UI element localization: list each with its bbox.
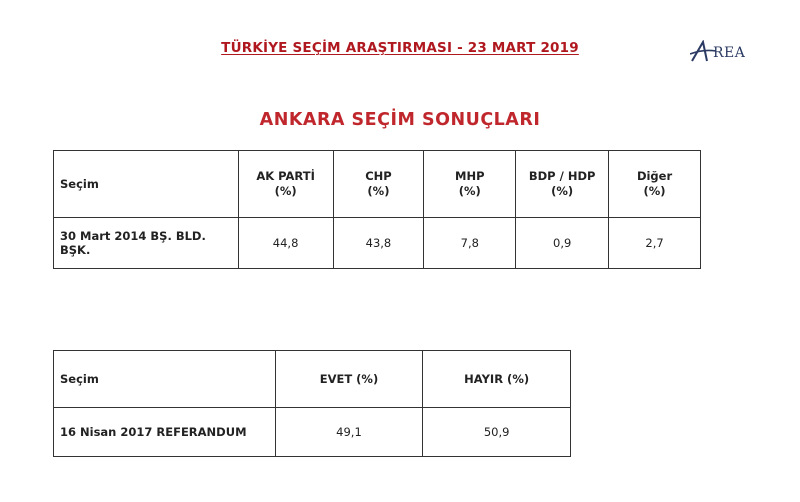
column-header-bdp-hdp: BDP / HDP (%)	[516, 151, 609, 218]
row-label: 30 Mart 2014 BŞ. BLD. BŞK.	[54, 218, 239, 269]
row-label: 16 Nisan 2017 REFERANDUM	[54, 408, 276, 457]
column-header-chp: CHP (%)	[333, 151, 424, 218]
ankara-results-table	[53, 150, 701, 269]
table-row	[54, 218, 701, 269]
cell-diger: 2,7	[609, 218, 701, 269]
column-header-diger: Diğer (%)	[609, 151, 701, 218]
cell-ak-parti: 44,8	[238, 218, 333, 269]
column-header-secim: Seçim	[54, 351, 276, 408]
cell-hayir: 50,9	[423, 408, 571, 457]
cell-chp: 43,8	[333, 218, 424, 269]
column-header-evet: EVET (%)	[275, 351, 423, 408]
column-header-secim: Seçim	[54, 151, 239, 218]
section-title: ANKARA SEÇİM SONUÇLARI	[259, 110, 541, 130]
cell-bdp-hdp: 0,9	[516, 218, 609, 269]
table-header-row	[54, 151, 701, 218]
referendum-results-table	[53, 350, 571, 457]
table-header-row	[54, 351, 571, 408]
column-header-mhp: MHP (%)	[424, 151, 516, 218]
logo-text: REA	[713, 45, 746, 61]
cell-evet: 49,1	[275, 408, 423, 457]
area-logo	[690, 40, 745, 62]
table-row	[54, 408, 571, 457]
cell-mhp: 7,8	[424, 218, 516, 269]
report-header-title: TÜRKİYE SEÇİM ARAŞTIRMASI - 23 MART 2019	[221, 40, 579, 56]
column-header-hayir: HAYIR (%)	[423, 351, 571, 408]
column-header-ak-parti: AK PARTİ (%)	[238, 151, 333, 218]
